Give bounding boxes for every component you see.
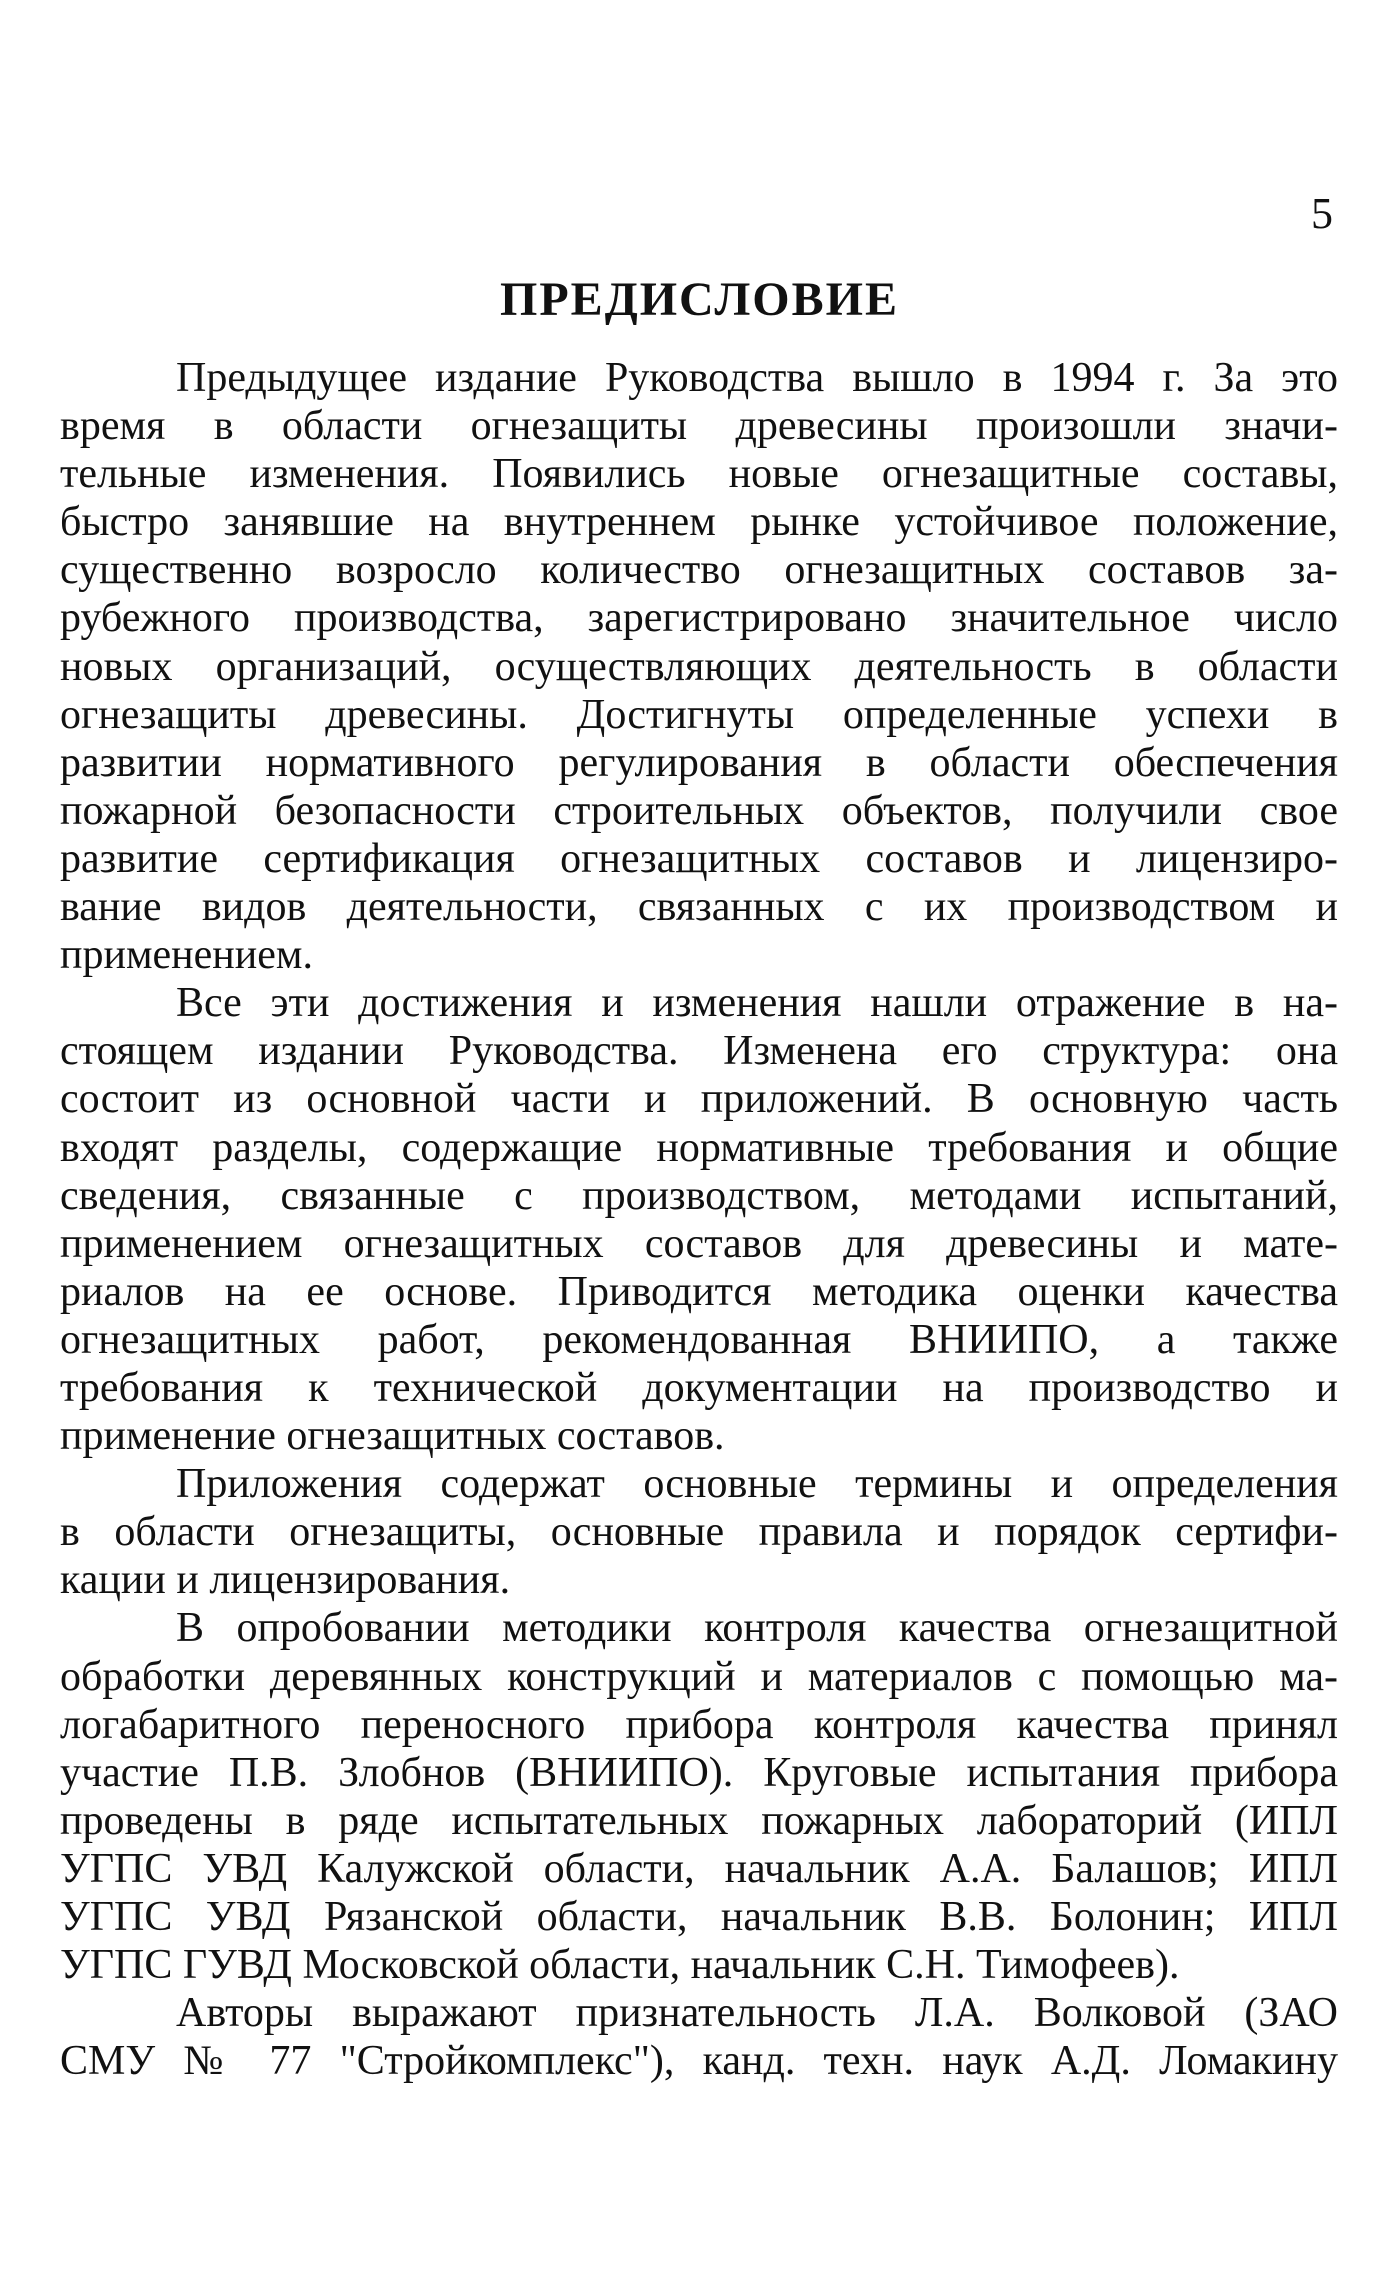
body-text bbox=[60, 354, 1338, 2085]
text-line: сведения, связанные с производством, методами испытаний, bbox=[60, 1172, 1338, 1219]
text-line: применение огнезащитных составов. bbox=[60, 1413, 725, 1460]
text-line: рубежного производства, зарегистрировано значительное число bbox=[60, 595, 1338, 642]
text-line: огнезащиты древесины. Достигнуты определенные успехи в bbox=[60, 691, 1338, 738]
text-line: СМУ № 77 "Стройкомплекс"), канд. техн. наук А.Д. Ломакину bbox=[60, 2038, 1338, 2085]
text-line: обработки деревянных конструкций и материалов с помощью ма- bbox=[60, 1653, 1338, 1700]
text-line: развитии нормативного регулирования в области обеспечения bbox=[60, 739, 1338, 786]
text-line: в области огнезащиты, основные правила и порядок сертифи- bbox=[60, 1509, 1338, 1556]
text-line: входят разделы, содержащие нормативные требования и общие bbox=[60, 1124, 1338, 1171]
text-line: стоящем издании Руководства. Изменена его структура: она bbox=[60, 1028, 1338, 1075]
text-line: новых организаций, осуществляющих деятельность в области bbox=[60, 643, 1338, 690]
text-line: применением. bbox=[60, 932, 313, 979]
text-line: Приложения содержат основные термины и определения bbox=[176, 1461, 1338, 1508]
text-line: проведены в ряде испытательных пожарных лабораторий (ИПЛ bbox=[60, 1797, 1338, 1844]
text-line: УГПС УВД Рязанской области, начальник В.В. Болонин; ИПЛ bbox=[60, 1894, 1338, 1940]
text-line: УГПС УВД Калужской области, начальник А.А. Балашов; ИПЛ bbox=[60, 1845, 1338, 1892]
text-line: требования к технической документации на производство и bbox=[60, 1364, 1338, 1411]
text-line: УГПС ГУВД Московской области, начальник С.Н. Тимофеев). bbox=[60, 1942, 1180, 1989]
text-line: риалов на ее основе. Приводится методика оценки качества bbox=[60, 1268, 1338, 1315]
text-line: пожарной безопасности строительных объектов, получили свое bbox=[60, 787, 1338, 834]
text-line: быстро занявшие на внутреннем рынке устойчивое положение, bbox=[60, 499, 1338, 546]
text-line: развитие сертификация огнезащитных составов и лицензиро- bbox=[60, 835, 1338, 882]
text-line: вание видов деятельности, связанных с их производством и bbox=[60, 884, 1338, 931]
text-line: кации и лицензирования. bbox=[60, 1557, 511, 1604]
text-line: применением огнезащитных составов для древесины и мате- bbox=[60, 1220, 1338, 1267]
text-line: Все эти достижения и изменения нашли отражение в на- bbox=[176, 980, 1338, 1027]
text-line: огнезащитных работ, рекомендованная ВНИИПО, а также bbox=[60, 1316, 1338, 1363]
text-line: логабаритного переносного прибора контроля качества принял bbox=[60, 1701, 1338, 1748]
page-number: 5 bbox=[1311, 189, 1333, 238]
page-title: ПРЕДИСЛОВИЕ bbox=[500, 273, 899, 326]
text-line: Предыдущее издание Руководства вышло в 1994 г. За это bbox=[176, 355, 1338, 401]
text-line: время в области огнезащиты древесины произошли значи- bbox=[60, 403, 1338, 450]
text-line: тельные изменения. Появились новые огнезащитные составы, bbox=[60, 451, 1338, 498]
text-line: Авторы выражают признательность Л.А. Волковой (ЗАО bbox=[176, 1990, 1338, 2037]
text-line: состоит из основной части и приложений. В основную часть bbox=[60, 1076, 1338, 1123]
text-line: В опробовании методики контроля качества огнезащитной bbox=[176, 1605, 1338, 1652]
text-line: участие П.В. Злобнов (ВНИИПО). Круговые испытания прибора bbox=[60, 1749, 1338, 1796]
text-line: существенно возросло количество огнезащитных составов за- bbox=[60, 547, 1338, 594]
